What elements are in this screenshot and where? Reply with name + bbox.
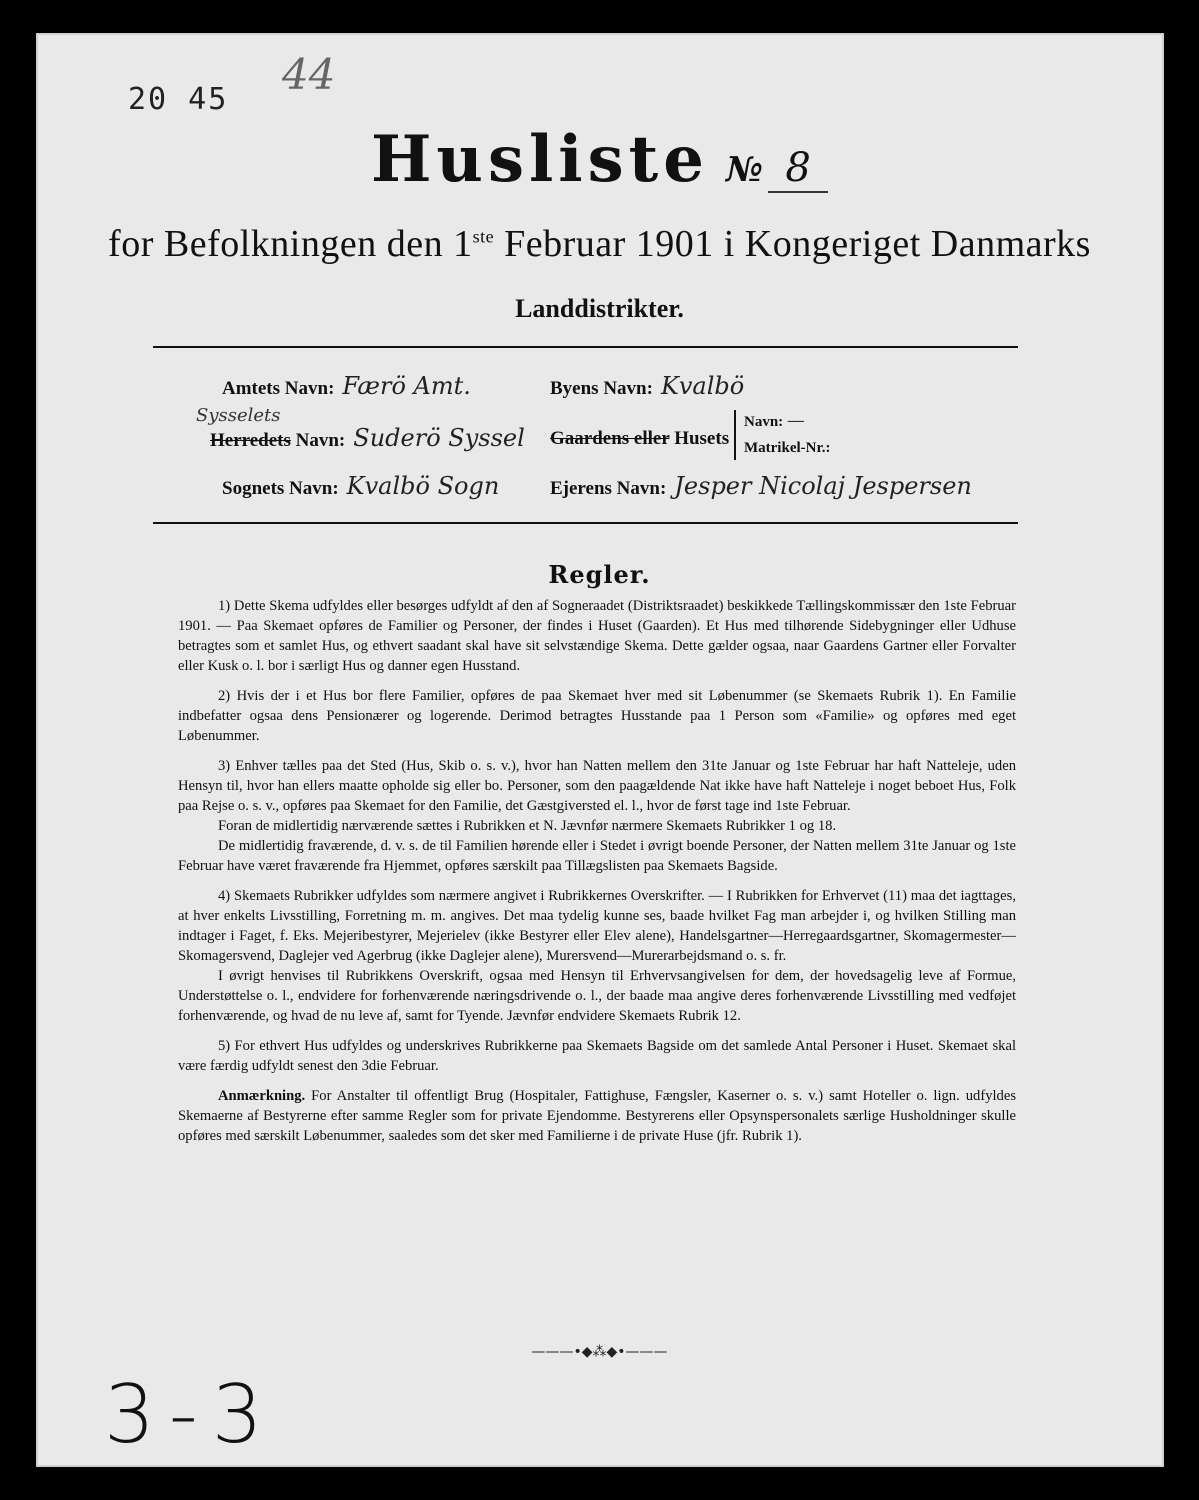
list-number-value: 8 xyxy=(768,145,828,193)
handwritten-bottom-note: 3-3 xyxy=(104,1368,277,1461)
matrikel-field xyxy=(744,440,831,457)
husets-label: Husets xyxy=(674,428,730,449)
sognets-field xyxy=(222,472,499,500)
handwritten-page-number: 44 xyxy=(282,50,336,99)
husets-navn-label: Navn: xyxy=(744,414,784,430)
husets-field xyxy=(550,428,729,450)
gaardens-struck: Gaardens eller xyxy=(550,428,670,449)
rules-body xyxy=(178,596,1016,1156)
subtitle-suffix: Februar 1901 i Kongeriget Danmarks xyxy=(494,223,1091,265)
herredets-navn: Navn: xyxy=(295,430,346,451)
note-text: For Anstalter til offentligt Brug (Hospitaler, Fattighuse, Fængsler, Kaserner o. s. v.) samt Hoteller o. lign. udfyldes Skemaerne af Bestyrerne efter samme Regler som for private Ejendomme. Bestyrerens eller Opsynspersonalets særlige Husholdninger skulle opføres med særskilt Løbenummer, saaledes som det sker med Familierne i de private Huse (jfr. Rubrik 1). xyxy=(178,1088,1016,1144)
archive-number: 20 45 xyxy=(128,82,229,117)
sognets-label: Sognets Navn: xyxy=(222,478,339,499)
husets-navn-value: — xyxy=(786,410,805,431)
byens-field xyxy=(550,372,744,400)
subtitle-districts: Landdistrikter. xyxy=(515,294,684,323)
herredets-field xyxy=(210,424,525,452)
rule-4: 4) Skemaets Rubrikker udfyldes som nærmere angivet i Rubrikkernes Overskrifter. — I Rubrikken for Erhvervet (11) maa det iagttages, at hver enkelts Livsstilling, Forretning m. m. angives. Det maa tydelig kunne ses, baade hvilket Fag man arbejder i, og hvilken Stilling man indtager i Faget, f. Eks. Mejeribestyrer, Mejerielev (ikke Bestyrer eller Elev alene), Handelsgartner—Herregaardsgartner, Skomagermester—Skomagersvend, Daglejer ved Agerbrug (ikke Daglejer alene), Murersvend—Murerarbejdsmand o. s. fr. xyxy=(178,888,1016,964)
matrikel-label: Matrikel-Nr.: xyxy=(744,440,831,456)
top-divider xyxy=(153,346,1018,348)
subtitle xyxy=(0,222,1199,266)
title-row xyxy=(0,122,1199,197)
husets-navn-field xyxy=(744,410,805,431)
byens-label: Byens Navn: xyxy=(550,378,653,399)
sysselets-handwritten: Sysselets xyxy=(196,405,281,426)
herredets-label: Herredets xyxy=(210,430,291,451)
husets-brace xyxy=(734,410,736,460)
ejerens-label: Ejerens Navn: xyxy=(550,478,667,499)
herredets-value: Suderö Syssel xyxy=(353,424,525,452)
rules-title: Regler. xyxy=(548,560,651,589)
rule-1: 1) Dette Skema udfyldes eller besørges udfyldt af den af Sogneraadet (Distriktsraadet) beskikkede Tællingskommissær den 1ste Februar 1901. — Paa Skemaet opføres de Familier og Personer, der findes i Huset (Gaarden). Et Hus med tilhørende Sidebygninger eller Udhuse betragtes som et samlet Hus, og ethvert saadant skal have sit selvstændige Skema. Dette gælder ogsaa, naar Gaardens Gartner eller Forvalter eller Kusk o. l. bor i særligt Hus og danner egen Husstand. xyxy=(178,598,1016,674)
amt-field xyxy=(222,372,471,400)
rule-3c: De midlertidig fraværende, d. v. s. de til Familien hørende eller i Stedet i øvrigt boende Personer, der Natten mellem 31te Januar og 1ste Februar have været fraværende fra Hjemmet, opføres særskilt paa Tillægslisten paa Skemaets Bagside. xyxy=(178,838,1016,874)
note-label: Anmærkning. xyxy=(218,1088,306,1104)
subtitle-sup: ste xyxy=(472,226,495,247)
amt-label: Amtets Navn: xyxy=(222,378,335,399)
number-label: № xyxy=(726,150,763,190)
rule-4b: I øvrigt henvises til Rubrikkens Overskrift, ogsaa med Hensyn til Erhvervsangivelsen for dem, der hovedsagelig leve af Formue, Understøttelse o. l., endvidere for forhenværende næringsdrivende o. l., der baade maa angive deres forhenværende Livsstilling med vedføjet forhenværende, og hvad de nu leve af, samt for Tyende. Jævnfør endvidere Skemaets Rubrik 12. xyxy=(178,968,1016,1024)
rule-5: 5) For ethvert Hus udfyldes og underskrives Rubrikkerne paa Skemaets Bagside om det samlede Antal Personer i Huset. Skemaet skal være færdig udfyldt senest den 3die Februar. xyxy=(178,1038,1016,1074)
subtitle-prefix: for Befolkningen den 1 xyxy=(108,223,473,265)
byens-value: Kvalbö xyxy=(660,372,745,400)
bottom-divider xyxy=(153,522,1018,524)
page-title: Husliste xyxy=(370,122,709,197)
rule-note xyxy=(178,1086,1016,1146)
rule-3b: Foran de midlertidig nærværende sættes i Rubrikken et N. Jævnfør nærmere Skemaets Rubrikker 1 og 18. xyxy=(218,818,837,834)
rule-2: 2) Hvis der i et Hus bor flere Familier, opføres de paa Skemaet hver med sit Løbenummer (se Skemaets Rubrik 1). En Familie indbefatter ogsaa dens Pensionærer og logerende. Derimod betragtes Husstande paa 1 Person som «Familie» og opføres med eget Løbenummer. xyxy=(178,688,1016,744)
ornament-divider: ———•◆⁂◆•——— xyxy=(531,1344,668,1360)
sognets-value: Kvalbö Sogn xyxy=(346,472,500,500)
rule-3: 3) Enhver tælles paa det Sted (Hus, Skib o. s. v.), hvor han Natten mellem den 31te Januar og 1ste Februar har haft Natteleje, uden Hensyn til, hvor han ellers maatte opholde sig eller bo. Personer, som den paagældende Nat ikke have haft Natteleje i noget beboet Hus, Folk paa Rejse o. s. v., opføres paa Skemaet for den Familie, det Gæstgiversted el. l., hvor de først tage ind 1ste Februar. xyxy=(178,758,1016,814)
ejerens-value: Jesper Nicolaj Jespersen xyxy=(674,472,972,500)
amt-value: Færö Amt. xyxy=(342,372,471,400)
ejerens-field xyxy=(550,472,972,500)
